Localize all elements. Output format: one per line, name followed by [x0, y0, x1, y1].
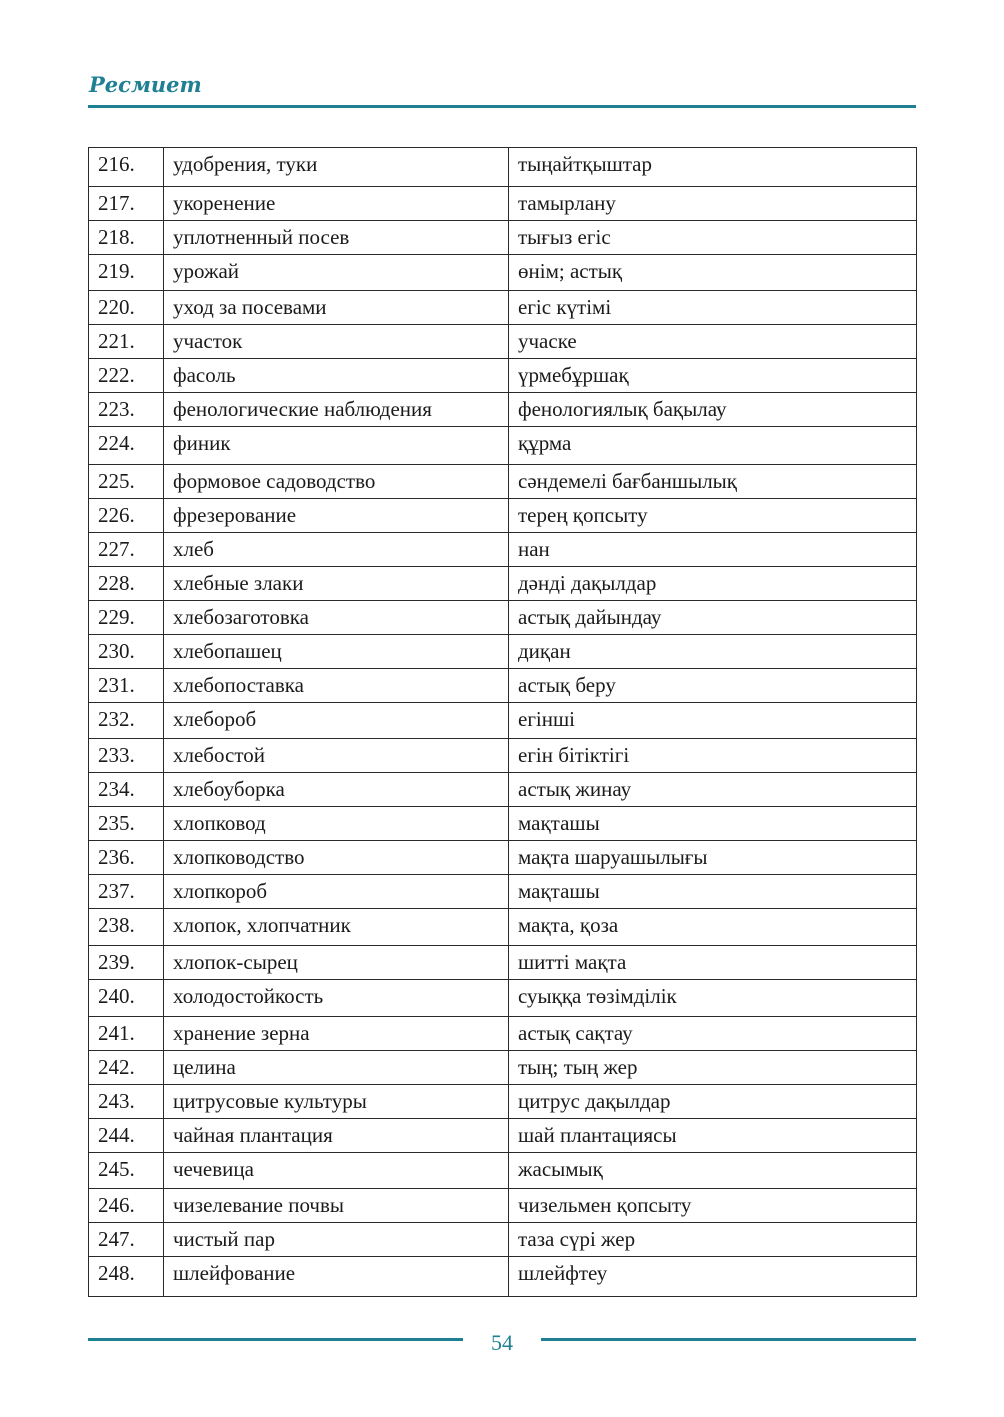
kazakh-term: суыққа төзімділік — [518, 984, 677, 1008]
table-row — [89, 1017, 917, 1051]
kazakh-term: терең қопсыту — [518, 503, 648, 527]
russian-term-cell — [164, 221, 509, 255]
russian-term: хлебопоставка — [173, 673, 304, 697]
table-row — [89, 325, 917, 359]
kazakh-term-cell — [509, 773, 917, 807]
russian-term-cell — [164, 807, 509, 841]
russian-term: урожай — [173, 259, 240, 283]
entry-number: 246. — [98, 1193, 135, 1217]
entry-number: 223. — [98, 397, 135, 421]
entry-number: 233. — [98, 743, 135, 767]
table-row — [89, 187, 917, 221]
entry-number: 219. — [98, 259, 135, 283]
russian-term-cell — [164, 291, 509, 325]
entry-number-cell — [89, 1189, 164, 1223]
kazakh-term: шлейфтеу — [518, 1261, 608, 1285]
kazakh-term-cell — [509, 567, 917, 601]
kazakh-term-cell — [509, 148, 917, 187]
entry-number-cell — [89, 1051, 164, 1085]
entry-number-cell — [89, 1017, 164, 1051]
kazakh-term-cell — [509, 393, 917, 427]
kazakh-term: нан — [518, 537, 550, 561]
entry-number-cell — [89, 221, 164, 255]
russian-term-cell — [164, 1257, 509, 1297]
table-row — [89, 635, 917, 669]
russian-term: хлебоуборка — [173, 777, 285, 801]
table-row — [89, 1223, 917, 1257]
entry-number-cell — [89, 567, 164, 601]
entry-number: 226. — [98, 503, 135, 527]
entry-number: 220. — [98, 295, 135, 319]
table-row — [89, 393, 917, 427]
entry-number: 230. — [98, 639, 135, 663]
entry-number: 228. — [98, 571, 135, 595]
russian-term-cell — [164, 1085, 509, 1119]
kazakh-term-cell — [509, 841, 917, 875]
russian-term-cell — [164, 739, 509, 773]
russian-term-cell — [164, 909, 509, 946]
russian-term: хлопкороб — [173, 879, 268, 903]
russian-term-cell — [164, 773, 509, 807]
kazakh-term: құрма — [518, 431, 572, 455]
kazakh-term-cell — [509, 946, 917, 980]
table-row — [89, 807, 917, 841]
kazakh-term: астық сақтау — [518, 1021, 633, 1045]
table-row — [89, 1153, 917, 1189]
running-header-title: Ресмиет — [89, 72, 202, 97]
table-row — [89, 427, 917, 465]
russian-term: холодостойкость — [173, 984, 324, 1008]
entry-number-cell — [89, 635, 164, 669]
kazakh-term: дәнді дақылдар — [518, 571, 657, 595]
entry-number-cell — [89, 875, 164, 909]
entry-number-cell — [89, 980, 164, 1017]
kazakh-term: таза сүрі жер — [518, 1227, 636, 1251]
kazakh-term-cell — [509, 1153, 917, 1189]
kazakh-term-cell — [509, 1223, 917, 1257]
russian-term: хранение зерна — [173, 1021, 310, 1045]
entry-number-cell — [89, 1119, 164, 1153]
entry-number-cell — [89, 1085, 164, 1119]
table-row — [89, 1189, 917, 1223]
russian-term-cell — [164, 669, 509, 703]
entry-number-cell — [89, 291, 164, 325]
table-row — [89, 739, 917, 773]
entry-number: 243. — [98, 1089, 135, 1113]
kazakh-term: диқан — [518, 639, 571, 663]
table-row — [89, 601, 917, 635]
header-divider — [88, 105, 916, 108]
kazakh-term-cell — [509, 909, 917, 946]
russian-term: цитрусовые культуры — [173, 1089, 367, 1113]
entry-number: 224. — [98, 431, 135, 455]
entry-number: 240. — [98, 984, 135, 1008]
entry-number-cell — [89, 533, 164, 567]
kazakh-term: тыңайтқыштар — [518, 152, 652, 176]
russian-term: участок — [173, 329, 243, 353]
kazakh-term-cell — [509, 291, 917, 325]
entry-number: 247. — [98, 1227, 135, 1251]
russian-term-cell — [164, 427, 509, 465]
russian-term-cell — [164, 703, 509, 739]
kazakh-term-cell — [509, 635, 917, 669]
footer-divider-right — [541, 1338, 916, 1341]
entry-number: 229. — [98, 605, 135, 629]
russian-term: хлопок-сырец — [173, 950, 298, 974]
russian-term: чайная плантация — [173, 1123, 333, 1147]
table-row — [89, 291, 917, 325]
russian-term-cell — [164, 1119, 509, 1153]
kazakh-term-cell — [509, 1051, 917, 1085]
russian-term-cell — [164, 325, 509, 359]
entry-number: 225. — [98, 469, 135, 493]
entry-number-cell — [89, 946, 164, 980]
table-row — [89, 255, 917, 291]
table-row — [89, 465, 917, 499]
russian-term-cell — [164, 946, 509, 980]
entry-number: 245. — [98, 1157, 135, 1181]
table-row — [89, 703, 917, 739]
kazakh-term: мақта, қоза — [518, 913, 619, 937]
entry-number: 231. — [98, 673, 135, 697]
russian-term-cell — [164, 601, 509, 635]
russian-term: уплотненный посев — [173, 225, 350, 249]
entry-number-cell — [89, 703, 164, 739]
entry-number-cell — [89, 739, 164, 773]
entry-number-cell — [89, 1153, 164, 1189]
kazakh-term: егіс күтімі — [518, 295, 612, 319]
table-row — [89, 669, 917, 703]
kazakh-term: шай плантациясы — [518, 1123, 677, 1147]
russian-term: целина — [173, 1055, 236, 1079]
kazakh-term: егінші — [518, 707, 576, 731]
table-row — [89, 1051, 917, 1085]
russian-term-cell — [164, 980, 509, 1017]
russian-term: хлопковод — [173, 811, 266, 835]
entry-number: 248. — [98, 1261, 135, 1285]
russian-term: хлебороб — [173, 707, 257, 731]
russian-term: хлопководство — [173, 845, 305, 869]
entry-number-cell — [89, 255, 164, 291]
kazakh-term-cell — [509, 1085, 917, 1119]
kazakh-term: чизельмен қопсыту — [518, 1193, 692, 1217]
entry-number-cell — [89, 601, 164, 635]
kazakh-term-cell — [509, 359, 917, 393]
kazakh-term: үрмебұршақ — [518, 363, 629, 387]
entry-number: 234. — [98, 777, 135, 801]
russian-term-cell — [164, 567, 509, 601]
russian-term-cell — [164, 393, 509, 427]
kazakh-term-cell — [509, 807, 917, 841]
kazakh-term: фенологиялық бақылау — [518, 397, 727, 421]
kazakh-term: мақташы — [518, 879, 600, 903]
kazakh-term-cell — [509, 1257, 917, 1297]
kazakh-term-cell — [509, 187, 917, 221]
kazakh-term-cell — [509, 221, 917, 255]
kazakh-term: сәндемелі бағбаншылық — [518, 469, 737, 493]
entry-number: 239. — [98, 950, 135, 974]
entry-number-cell — [89, 909, 164, 946]
russian-term: фенологические наблюдения — [173, 397, 432, 421]
table-row — [89, 946, 917, 980]
table-row — [89, 1085, 917, 1119]
kazakh-term-cell — [509, 1189, 917, 1223]
russian-term-cell — [164, 1153, 509, 1189]
kazakh-term: тамырлану — [518, 191, 616, 215]
entry-number: 217. — [98, 191, 135, 215]
entry-number-cell — [89, 359, 164, 393]
table-row — [89, 567, 917, 601]
entry-number-cell — [89, 773, 164, 807]
kazakh-term: өнім; астық — [518, 259, 623, 283]
russian-term-cell — [164, 187, 509, 221]
glossary-table-body — [89, 148, 917, 1297]
kazakh-term: мақта шаруашылығы — [518, 845, 708, 869]
entry-number: 235. — [98, 811, 135, 835]
kazakh-term-cell — [509, 875, 917, 909]
table-row — [89, 499, 917, 533]
kazakh-term: мақташы — [518, 811, 600, 835]
table-row — [89, 875, 917, 909]
kazakh-term-cell — [509, 980, 917, 1017]
kazakh-term-cell — [509, 1017, 917, 1051]
russian-term: уход за посевами — [173, 295, 327, 319]
kazakh-term: астық жинау — [518, 777, 632, 801]
kazakh-term: шитті мақта — [518, 950, 627, 974]
table-row — [89, 1119, 917, 1153]
table-row — [89, 359, 917, 393]
russian-term: хлебозаготовка — [173, 605, 309, 629]
entry-number-cell — [89, 393, 164, 427]
kazakh-term-cell — [509, 739, 917, 773]
entry-number: 227. — [98, 537, 135, 561]
russian-term-cell — [164, 635, 509, 669]
russian-term-cell — [164, 1189, 509, 1223]
entry-number: 218. — [98, 225, 135, 249]
russian-term-cell — [164, 499, 509, 533]
table-row — [89, 1257, 917, 1297]
russian-term: хлебопашец — [173, 639, 282, 663]
entry-number: 238. — [98, 913, 135, 937]
kazakh-term-cell — [509, 703, 917, 739]
table-row — [89, 980, 917, 1017]
russian-term: хлеб — [173, 537, 214, 561]
russian-term: укоренение — [173, 191, 276, 215]
russian-term-cell — [164, 359, 509, 393]
russian-term: фрезерование — [173, 503, 297, 527]
table-row — [89, 221, 917, 255]
russian-term: хлопок, хлопчатник — [173, 913, 351, 937]
entry-number: 222. — [98, 363, 135, 387]
russian-term-cell — [164, 1223, 509, 1257]
entry-number-cell — [89, 499, 164, 533]
kazakh-term: астық дайындау — [518, 605, 662, 629]
entry-number-cell — [89, 669, 164, 703]
kazakh-term: учаске — [518, 329, 577, 353]
entry-number-cell — [89, 148, 164, 187]
entry-number: 244. — [98, 1123, 135, 1147]
kazakh-term-cell — [509, 427, 917, 465]
kazakh-term-cell — [509, 465, 917, 499]
entry-number-cell — [89, 807, 164, 841]
russian-term: удобрения, туки — [173, 152, 318, 176]
entry-number-cell — [89, 841, 164, 875]
entry-number: 232. — [98, 707, 135, 731]
russian-term-cell — [164, 841, 509, 875]
kazakh-term-cell — [509, 533, 917, 567]
footer-divider-left — [88, 1338, 463, 1341]
kazakh-term: жасымық — [518, 1157, 603, 1181]
kazakh-term-cell — [509, 1119, 917, 1153]
russian-term: фасоль — [173, 363, 236, 387]
table-row — [89, 909, 917, 946]
russian-term-cell — [164, 255, 509, 291]
entry-number: 216. — [98, 152, 135, 176]
table-row — [89, 533, 917, 567]
russian-term-cell — [164, 465, 509, 499]
russian-term-cell — [164, 148, 509, 187]
russian-term-cell — [164, 1017, 509, 1051]
entry-number: 237. — [98, 879, 135, 903]
russian-term: хлебные злаки — [173, 571, 304, 595]
kazakh-term-cell — [509, 669, 917, 703]
kazakh-term: егін бітіктігі — [518, 743, 630, 767]
entry-number: 242. — [98, 1055, 135, 1079]
russian-term: формовое садоводство — [173, 469, 376, 493]
entry-number: 241. — [98, 1021, 135, 1045]
russian-term-cell — [164, 875, 509, 909]
entry-number-cell — [89, 1223, 164, 1257]
entry-number-cell — [89, 187, 164, 221]
russian-term: финик — [173, 431, 231, 455]
russian-term-cell — [164, 533, 509, 567]
kazakh-term-cell — [509, 601, 917, 635]
kazakh-term: астық беру — [518, 673, 616, 697]
kazakh-term-cell — [509, 325, 917, 359]
entry-number-cell — [89, 465, 164, 499]
table-row — [89, 148, 917, 187]
table-row — [89, 841, 917, 875]
russian-term: хлебостой — [173, 743, 265, 767]
kazakh-term: тың; тың жер — [518, 1055, 638, 1079]
russian-term: чизелевание почвы — [173, 1193, 345, 1217]
russian-term-cell — [164, 1051, 509, 1085]
entry-number: 236. — [98, 845, 135, 869]
russian-term: шлейфование — [173, 1261, 296, 1285]
glossary-table — [88, 147, 917, 1297]
kazakh-term-cell — [509, 499, 917, 533]
entry-number-cell — [89, 427, 164, 465]
kazakh-term: цитрус дақылдар — [518, 1089, 671, 1113]
russian-term: чечевица — [173, 1157, 254, 1181]
entry-number-cell — [89, 1257, 164, 1297]
entry-number-cell — [89, 325, 164, 359]
page-number: 54 — [491, 1330, 513, 1355]
entry-number: 221. — [98, 329, 135, 353]
table-row — [89, 773, 917, 807]
russian-term: чистый пар — [173, 1227, 275, 1251]
kazakh-term-cell — [509, 255, 917, 291]
kazakh-term: тығыз егіс — [518, 225, 611, 249]
